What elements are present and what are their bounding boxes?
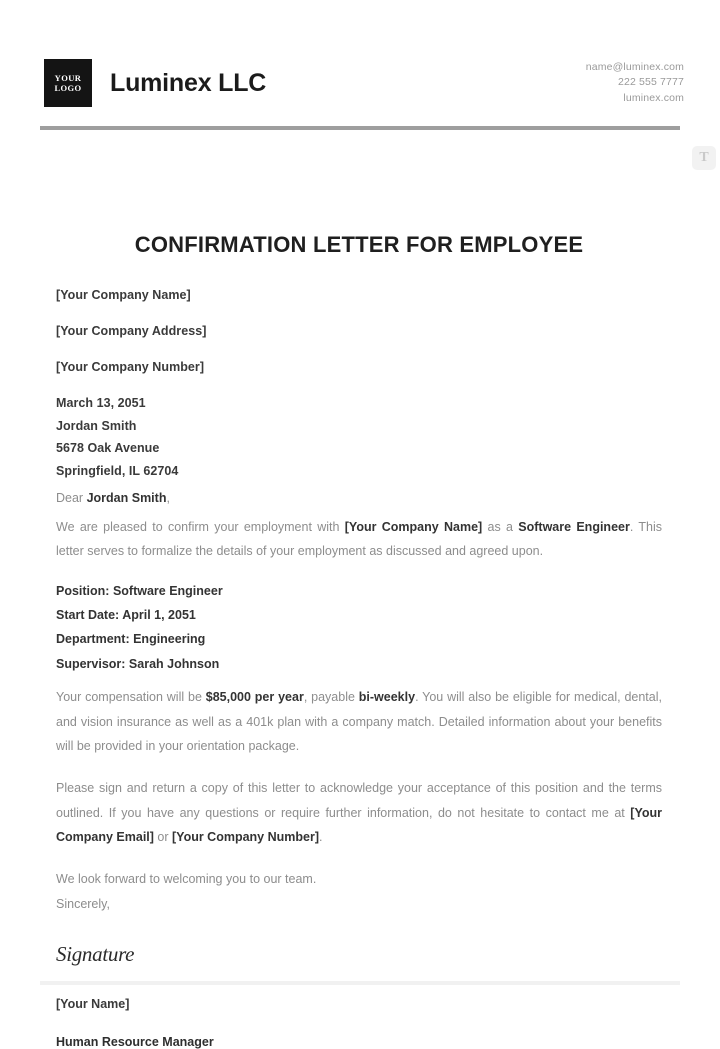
- placeholder-company-name[interactable]: [Your Company Name]: [56, 288, 191, 303]
- sign-off: Sincerely,: [56, 896, 110, 911]
- compensation-text-1: Your compensation will be: [56, 690, 206, 705]
- salutation: [56, 491, 662, 505]
- page-title: CONFIRMATION LETTER FOR EMPLOYEE: [134, 232, 584, 257]
- welcome-line: We look forward to welcoming you to our team.: [56, 872, 317, 887]
- intro-text-3: . This letter serves to formalize the details of your employment as discussed and agreed upon.: [56, 519, 662, 559]
- contact-info: [586, 60, 684, 106]
- compensation-frequency: bi-weekly: [358, 690, 416, 705]
- signer-name[interactable]: [Your Name]: [56, 997, 130, 1012]
- recipient-street: 5678 Oak Avenue: [56, 441, 160, 456]
- intro-paragraph: [56, 515, 662, 564]
- compensation-text-3: . You will also be eligible for medical, dental, and vision insurance as well as a 401k plan with a company match. Detailed information about your benefits will be provided in your orientation package.: [56, 690, 662, 753]
- contact-website: luminex.com: [623, 91, 684, 104]
- company-name: Luminex LLC: [110, 68, 267, 97]
- company-logo[interactable]: [44, 59, 92, 107]
- letter-body: [56, 232, 662, 1049]
- detail-position: Position: Software Engineer: [56, 583, 223, 598]
- contact-email: name@luminex.com: [585, 61, 684, 74]
- closing-text-2: or: [153, 830, 172, 845]
- footer-divider: [40, 981, 680, 985]
- detail-start-date: Start Date: April 1, 2051: [56, 608, 196, 623]
- recipient-name: Jordan Smith: [56, 418, 137, 433]
- intro-company-placeholder: [Your Company Name]: [344, 519, 483, 534]
- placeholder-company-number[interactable]: [Your Company Number]: [56, 360, 205, 375]
- header-divider: [40, 126, 680, 130]
- detail-department: Department: Engineering: [56, 632, 206, 647]
- closing-text-1: Please sign and return a copy of this letter to acknowledge your acceptance of this position and the terms outlined. If you have any questions or require further information, do not hesitate to contact me at: [56, 781, 662, 820]
- logo-line-2: LOGO: [54, 83, 82, 93]
- signer-role: Human Resource Manager: [56, 1035, 214, 1049]
- placeholder-company-address[interactable]: [Your Company Address]: [56, 324, 207, 339]
- intro-job-title: Software Engineer: [518, 519, 630, 534]
- letterhead: [0, 52, 720, 114]
- intro-text-2: as a: [482, 519, 519, 534]
- compensation-text-2: , payable: [303, 690, 359, 705]
- letter-date: March 13, 2051: [56, 396, 146, 411]
- intro-text-1: We are pleased to confirm your employment with: [56, 519, 345, 534]
- brand-block: [44, 59, 266, 107]
- contact-phone: 222 555 7777: [617, 76, 684, 89]
- salutation-name: Jordan Smith: [86, 490, 167, 505]
- closing-email-placeholder: [Your Company Email]: [56, 805, 662, 845]
- closing-text-3: .: [319, 830, 323, 845]
- detail-supervisor: Supervisor: Sarah Johnson: [56, 656, 220, 671]
- salutation-suffix: ,: [166, 490, 170, 505]
- text-tool-icon[interactable]: T: [692, 146, 716, 170]
- logo-line-1: YOUR: [54, 72, 82, 83]
- closing-paragraph: [56, 776, 662, 849]
- compensation-paragraph: [56, 685, 662, 758]
- closing-number-placeholder: [Your Company Number]: [172, 830, 319, 845]
- salutation-prefix: Dear: [56, 490, 87, 505]
- compensation-salary: $85,000 per year: [205, 690, 304, 705]
- signature-mark[interactable]: Signature: [56, 942, 135, 967]
- recipient-city-state-zip: Springfield, IL 62704: [56, 463, 179, 478]
